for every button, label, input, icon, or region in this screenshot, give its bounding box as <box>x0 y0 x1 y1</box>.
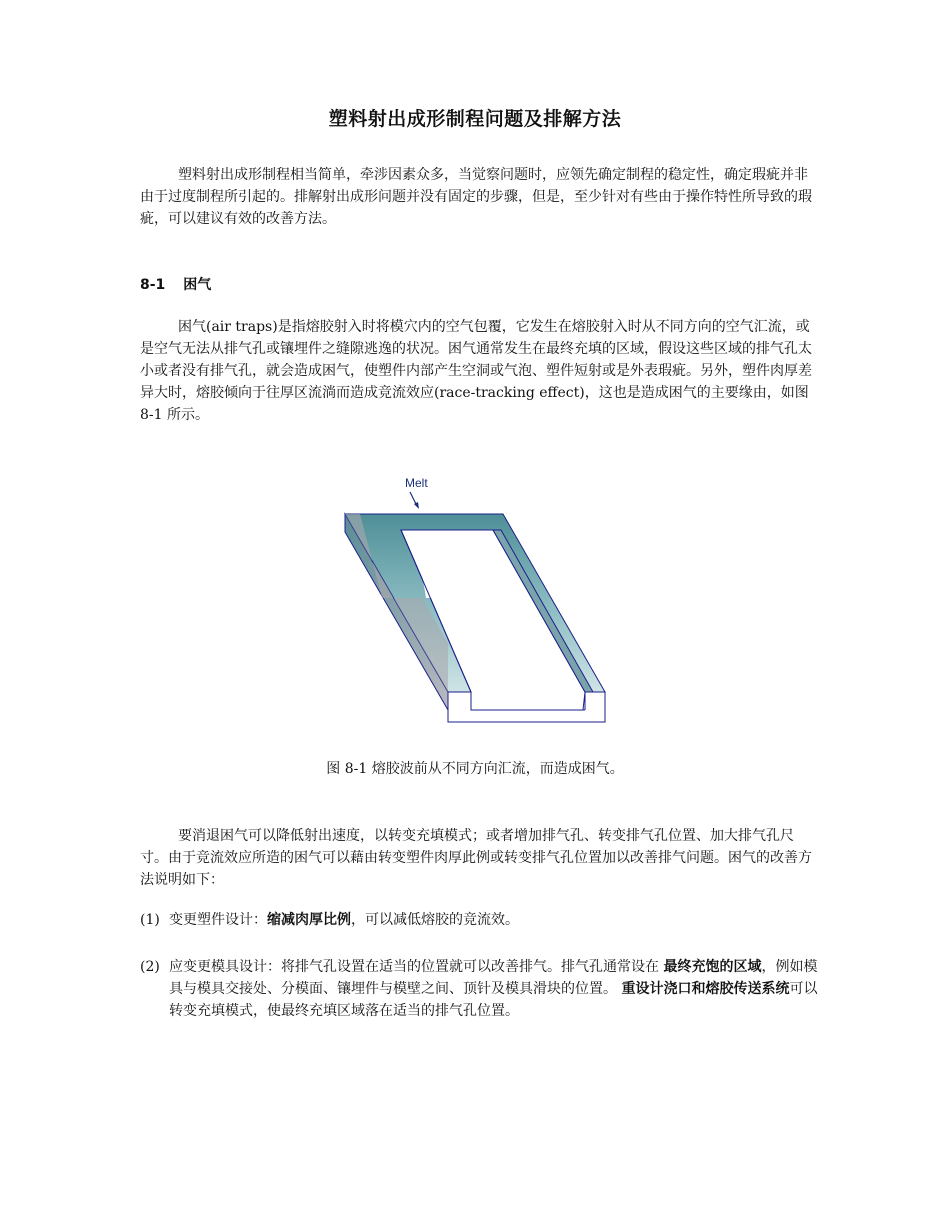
section-title: 困气 <box>183 277 212 293</box>
page-title: 塑料射出成形制程问题及排解方法 <box>328 108 622 130</box>
section-heading <box>140 274 211 294</box>
air-trap-text: 困气(air traps)是指熔胶射入时将模穴内的空气包覆，它发生在熔胶射入时从不同方向的空气汇流，或是空气无法从排气孔或镶埋件之缝隙逃逸的状况。困气通常发生在最终充填的区域，假设这些区域的排气孔太小或者没有排气孔，就会造成困气，使塑件内部产生空洞或气泡、塑件短射或是外表瑕疵。另外，塑件肉厚差异大时，熔胶倾向于往厚区流淌而造成竞流效应(race-tracking effect)，这也是造成困气的主要缘由，如图 8-1 所示。 <box>140 319 812 423</box>
item2-bold-1: 最终充饱的区域 <box>663 959 762 975</box>
list-item <box>140 909 822 931</box>
remedy-text: 要消退困气可以降低射出速度，以转变充填模式；或者增加排气孔、转变排气孔位置、加大排气孔尺寸。由于竞流效应所造的困气可以藉由转变塑件肉厚此例或转变排气孔位置加以改善排气问题。困气的改善方法说明如下： <box>140 828 812 888</box>
item1-bold: 缩减肉厚比例 <box>267 912 351 928</box>
item-label: (2) <box>140 959 160 975</box>
air-trap-paragraph <box>140 316 818 426</box>
item2-text-mid: ，例如模具与模具交接处、分模面、镶埋件与模壁之间、顶针及模具滑块的位置。 <box>169 959 818 997</box>
list-item <box>140 956 822 1022</box>
item1-text: 变更塑件设计： <box>169 912 267 928</box>
intro-paragraph <box>140 164 818 230</box>
item2-text: 应变更模具设计：将排气孔设置在适当的位置就可以改善排气。排气孔通常设在 <box>169 959 664 975</box>
remedy-paragraph <box>140 825 818 891</box>
figure-8-1 <box>330 468 620 730</box>
item2-bold-2: 重设计浇口和熔胶传送系统 <box>621 981 790 997</box>
melt-label: Melt <box>405 476 428 490</box>
figure-caption: 图 8-1 熔胶波前从不同方向汇流，而造成困气。 <box>326 761 624 777</box>
item2-text-end: 可以转变充填模式，使最终充填区域落在适当的排气孔位置。 <box>169 981 818 1019</box>
item-label: (1) <box>140 912 160 928</box>
intro-text: 塑料射出成形制程相当简单，牵涉因素众多，当觉察问题时，应领先确定制程的稳定性，确定瑕疵并非由于过度制程所引起的。排解射出成形问题并没有固定的步骤，但是，至少针对有些由于操作特性所导致的瑕疵，可以建议有效的改善方法。 <box>140 167 812 227</box>
item1-text-end: ，可以减低熔胶的竞流效。 <box>351 912 519 928</box>
section-number: 8-1 <box>140 277 166 293</box>
cavity-diagram <box>330 468 620 730</box>
